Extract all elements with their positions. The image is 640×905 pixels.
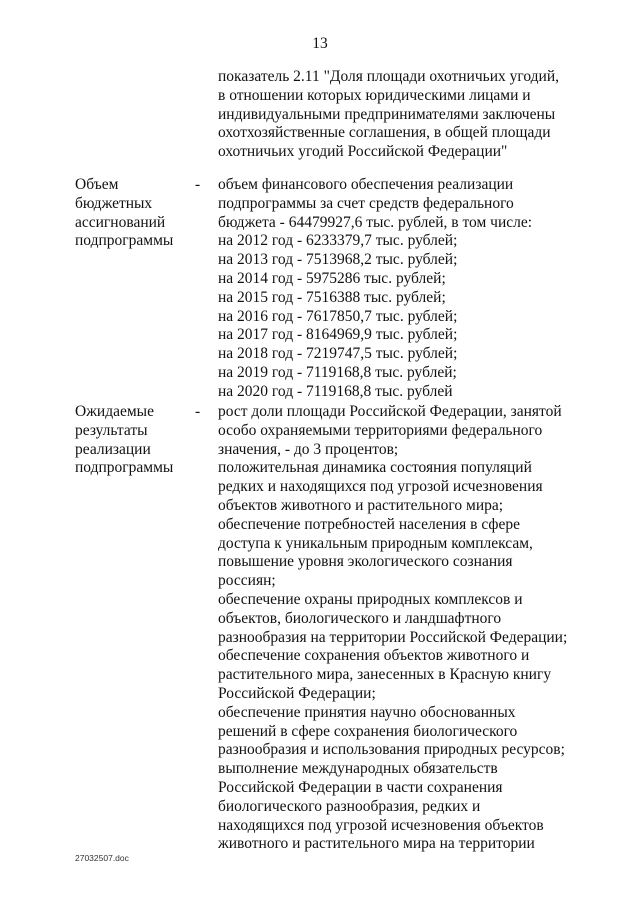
text-line: особо охраняемыми территориями федерального [218, 421, 543, 439]
text-line: на 2018 год - 7219747,5 тыс. рублей; [218, 345, 458, 363]
text-line: на 2015 год - 7516388 тыс. рублей; [218, 288, 446, 306]
text-line: объектов животного и растительного мира; [218, 496, 504, 514]
text-line: на 2012 год - 6233379,7 тыс. рублей; [218, 232, 458, 250]
text-line: разнообразия и использования природных ресурсов; [218, 741, 565, 759]
text-line: обеспечение потребностей населения в сфере [218, 515, 520, 533]
label-line: ассигнований [75, 213, 166, 231]
label-line: бюджетных [75, 194, 153, 212]
section-dash: - [195, 403, 201, 420]
label-line: реализации [75, 440, 151, 458]
text-line: на 2013 год - 7513968,2 тыс. рублей; [218, 251, 458, 269]
text-line: показатель 2.11 "Доля площади охотничьих угодий, [218, 68, 560, 85]
text-line: охотхозяйственные соглашения, в общей площади [218, 124, 551, 142]
text-line: повышение уровня экологического сознания [218, 553, 513, 571]
results-section-label [75, 403, 185, 478]
text-line: редких и находящихся под угрозой исчезновения [218, 478, 543, 496]
text-line: на 2014 год - 5975286 тыс. рублей; [218, 269, 446, 287]
label-line: Объем [75, 176, 119, 193]
text-line: рост доли площади Российской Федерации, занятой [218, 403, 562, 420]
text-line: объем финансового обеспечения реализации [218, 176, 514, 193]
text-line: в отношении которых юридическими лицами и [218, 86, 531, 104]
budget-section-label [75, 176, 185, 251]
text-line: выполнение международных обязательств [218, 760, 498, 778]
label-line: результаты [75, 421, 148, 439]
text-line: обеспечение принятия научно обоснованных [218, 703, 516, 721]
text-line: положительная динамика состояния популяций [218, 459, 532, 477]
text-line: индивидуальными предпринимателями заключены [218, 105, 556, 123]
text-line: обеспечение охраны природных комплексов и [218, 590, 523, 608]
text-line: подпрограммы за счет средств федерального [218, 194, 514, 212]
text-line: находящихся под угрозой исчезновения объектов [218, 816, 544, 834]
text-line: разнообразия на территории Российской Федерации; [218, 628, 568, 646]
text-line: на 2020 год - 7119168,8 тыс. рублей [218, 382, 453, 400]
continuation-text [218, 68, 588, 162]
text-line: доступа к уникальным природным комплексам, [218, 534, 533, 552]
budget-section-content [218, 176, 588, 402]
text-line: животного и растительного мира на территории [218, 835, 535, 853]
text-line: растительного мира, занесенных в Красную книгу [218, 666, 552, 684]
section-dash: - [195, 176, 201, 193]
text-line: россиян; [218, 572, 276, 590]
text-line: объектов, биологического и ландшафтного [218, 609, 502, 627]
text-line: обеспечение сохранения объектов животного и [218, 647, 530, 665]
label-line: подпрограммы [75, 459, 174, 477]
text-line: Российской Федерации в части сохранения [218, 778, 503, 796]
label-line: Ожидаемые [75, 403, 154, 420]
text-line: бюджета - 64479927,6 тыс. рублей, в том числе: [218, 213, 533, 231]
text-line: биологического разнообразия, редких и [218, 797, 481, 815]
text-line: решений в сфере сохранения биологического [218, 722, 518, 740]
file-name-footer: 27032507.doc [75, 853, 129, 863]
text-line: на 2016 год - 7617850,7 тыс. рублей; [218, 307, 458, 325]
text-line: на 2019 год - 7119168,8 тыс. рублей; [218, 363, 457, 381]
results-section-content [218, 403, 588, 854]
label-line: подпрограммы [75, 232, 174, 250]
text-line: значения, - до 3 процентов; [218, 440, 399, 458]
text-line: Российской Федерации; [218, 684, 376, 702]
text-line: на 2017 год - 8164969,9 тыс. рублей; [218, 326, 458, 344]
page-number: 13 [312, 35, 328, 52]
text-line: охотничьих угодий Российской Федерации" [218, 143, 508, 161]
